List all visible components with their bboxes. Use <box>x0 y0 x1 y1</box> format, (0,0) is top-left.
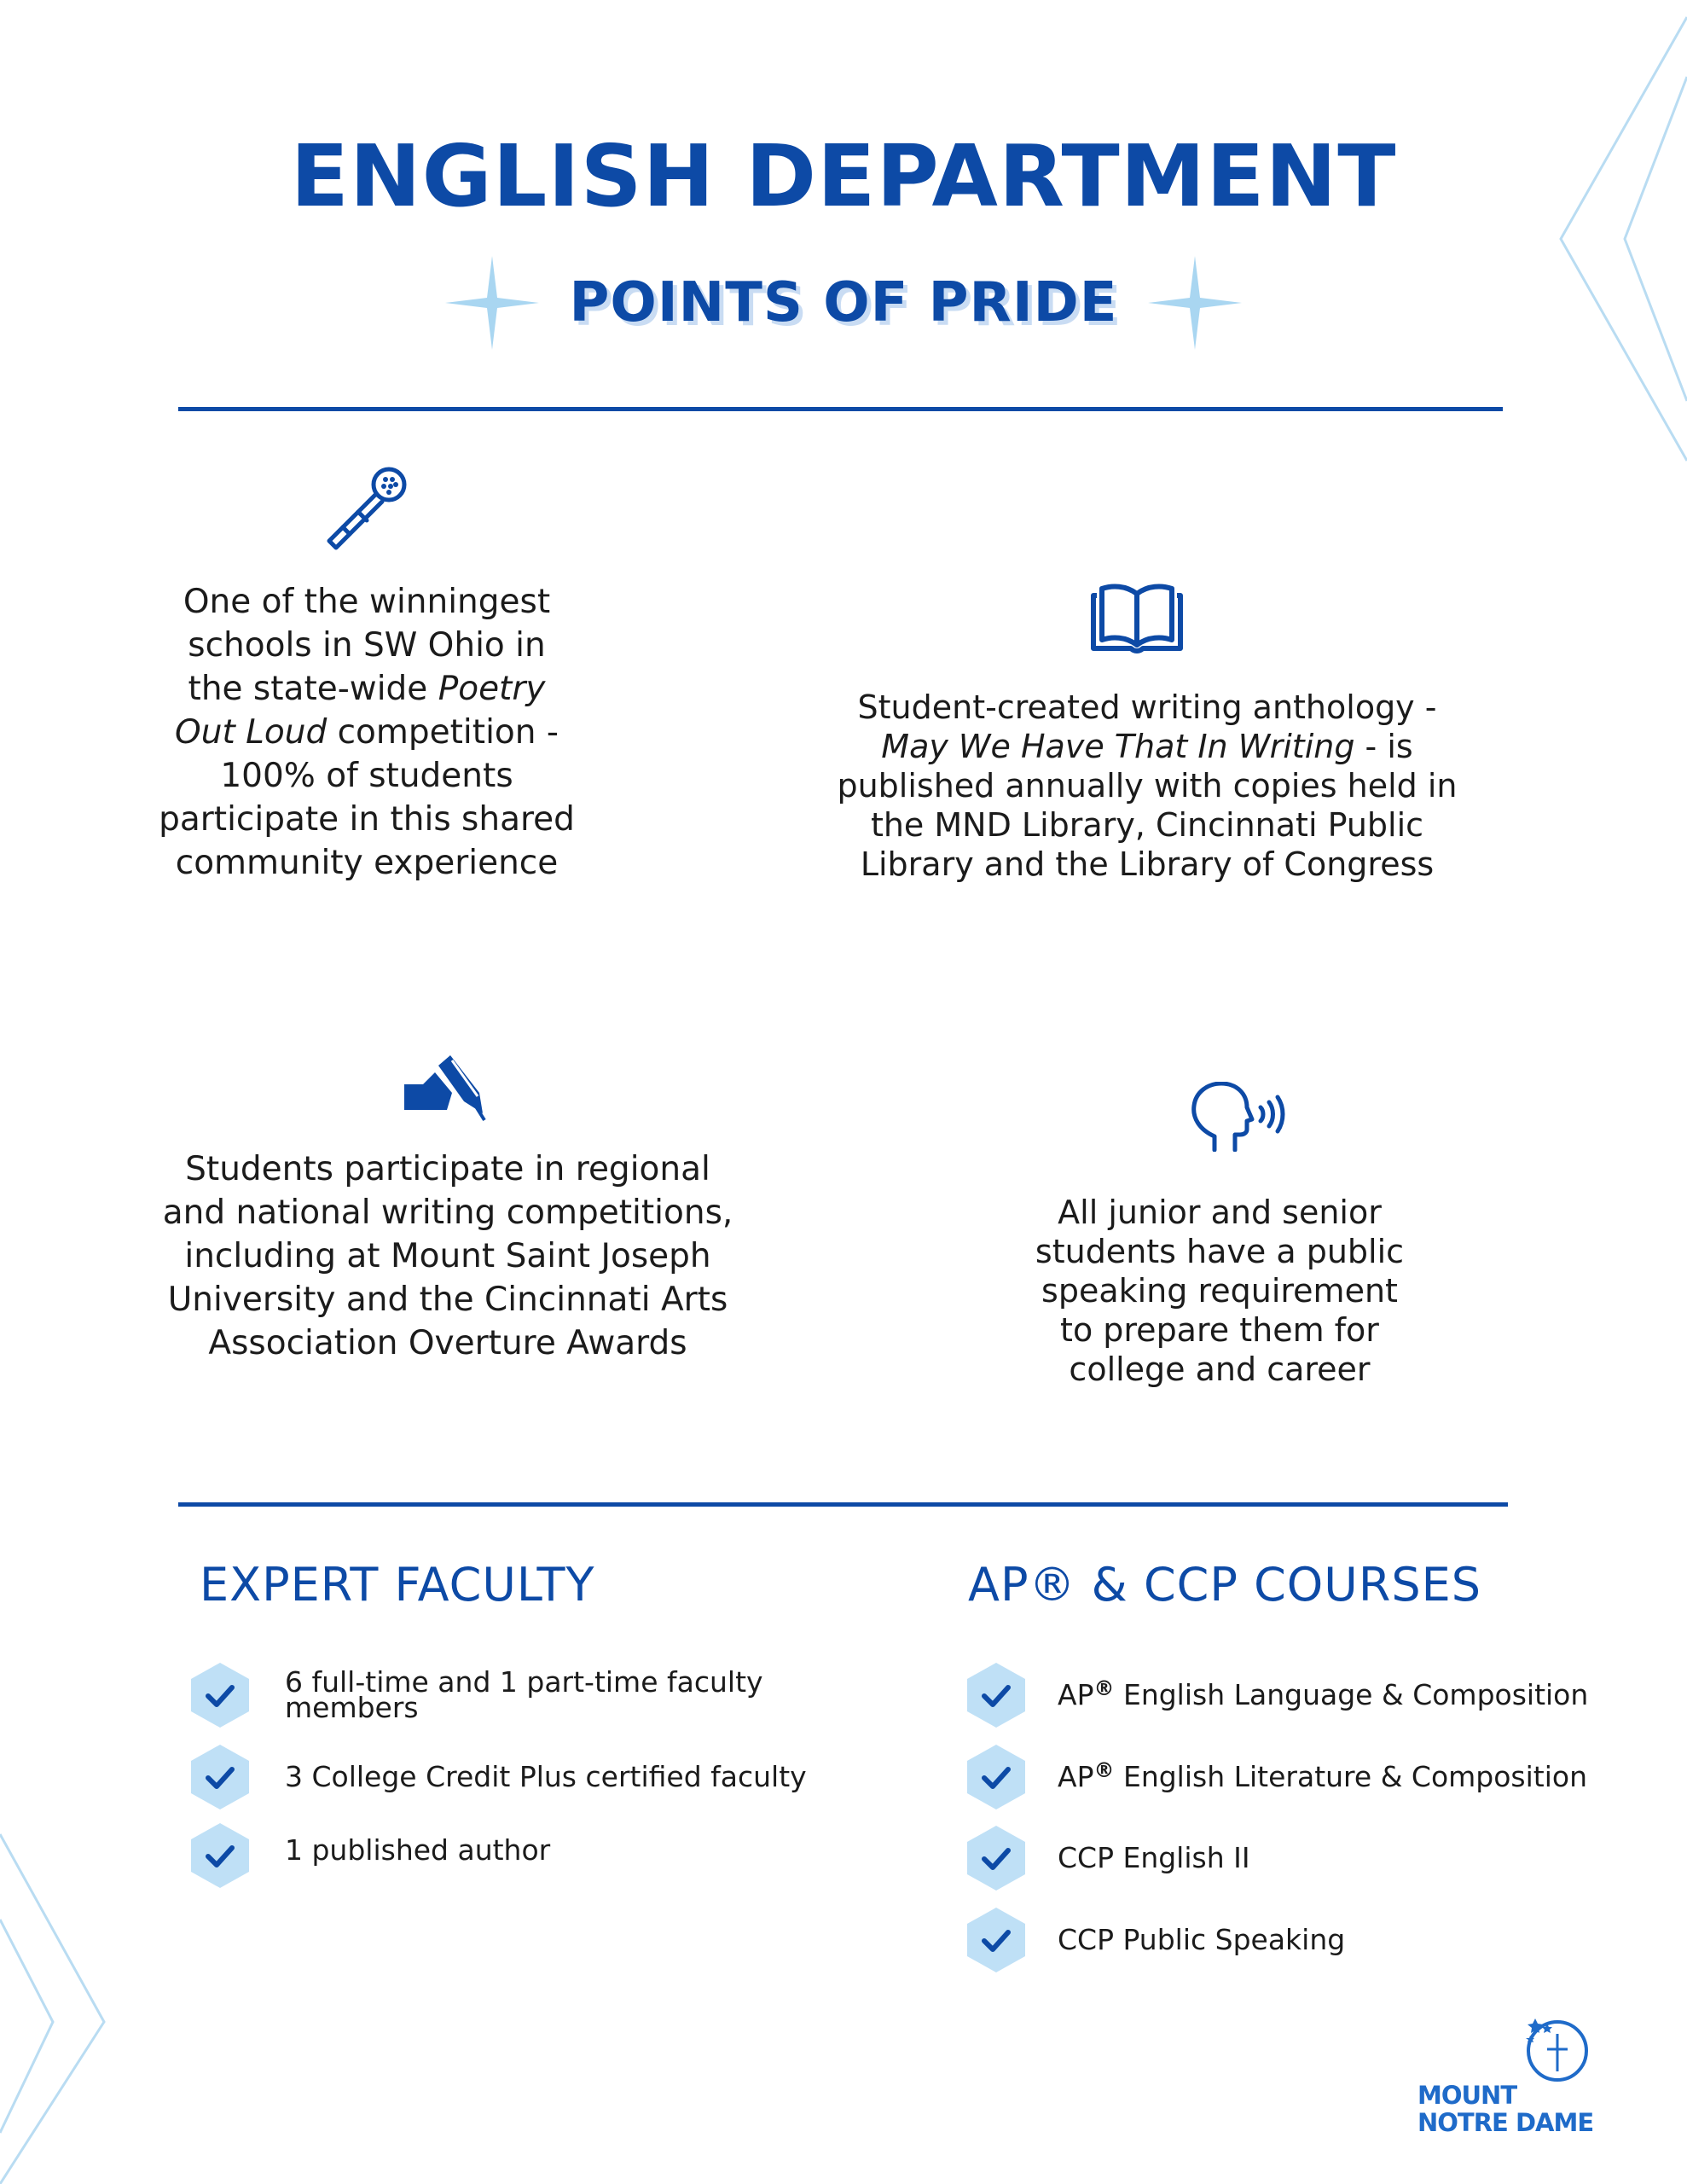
course-item <box>965 1824 1250 1892</box>
sparkle-icon <box>445 256 539 350</box>
check-icon <box>189 1821 251 1890</box>
speaking-head-icon <box>1187 1082 1293 1152</box>
text-line: the MND Library, Cincinnati Public <box>870 806 1424 844</box>
text-line: speaking requirement <box>1041 1272 1398 1310</box>
text-line <box>802 727 1493 766</box>
text-line: University and the Cincinnati Arts <box>167 1281 728 1319</box>
middle-divider <box>178 1502 1508 1507</box>
text-fragment: AP <box>1058 1760 1094 1793</box>
faculty-item <box>189 1661 763 1729</box>
text-line: members <box>285 1691 419 1724</box>
anthology-text <box>802 688 1493 884</box>
text-line <box>85 667 648 711</box>
text-fragment: the state-wide <box>188 670 438 708</box>
sparkle-icon <box>1148 256 1242 350</box>
text-italic: May We Have That In Writing <box>881 728 1355 765</box>
text-line: 100% of students <box>220 757 513 795</box>
course-item-text: CCP Public Speaking <box>1058 1923 1346 1956</box>
text-line: including at Mount Saint Joseph <box>184 1237 711 1275</box>
faculty-item <box>189 1743 807 1811</box>
check-icon <box>965 1743 1027 1811</box>
text-line: published annually with copies held in <box>837 767 1458 804</box>
logo-line: MOUNT <box>1417 2081 1517 2110</box>
faculty-item-text <box>285 1665 763 1724</box>
course-item <box>965 1661 1588 1729</box>
text-fragment: English Language & Composition <box>1114 1678 1589 1711</box>
writing-competitions-text <box>128 1147 768 1365</box>
subtitle-row <box>0 256 1687 350</box>
faculty-item-text: 3 College Credit Plus certified faculty <box>285 1760 807 1793</box>
check-icon <box>965 1906 1027 1974</box>
text-line: and national writing competitions, <box>162 1194 733 1232</box>
logo-line: NOTRE DAME <box>1417 2108 1594 2137</box>
course-item <box>965 1743 1587 1811</box>
public-speaking-text <box>972 1193 1467 1389</box>
text-line: All junior and senior <box>1058 1194 1382 1231</box>
microphone-icon <box>317 461 413 556</box>
text-line <box>85 711 648 754</box>
text-italic: Out Loud <box>175 713 328 752</box>
text-italic: Poetry <box>438 670 546 708</box>
text-line: Library and the Library of Congress <box>860 845 1435 883</box>
text-line: community experience <box>175 844 559 882</box>
course-item <box>965 1906 1345 1974</box>
text-fragment: - is <box>1354 728 1413 765</box>
page-subtitle: POINTS OF PRIDE <box>569 271 1118 334</box>
course-item-text <box>1058 1758 1588 1793</box>
faculty-item-text: 1 published author <box>285 1833 551 1867</box>
expert-faculty-heading: EXPERT FACULTY <box>200 1558 595 1612</box>
text-line: college and career <box>1069 1350 1371 1388</box>
check-icon <box>965 1824 1027 1892</box>
course-item-text: CCP English II <box>1058 1841 1250 1874</box>
text-line: Association Overture Awards <box>208 1324 687 1362</box>
check-icon <box>965 1661 1027 1729</box>
text-line: Students participate in regional <box>185 1150 710 1188</box>
writing-hand-icon <box>404 1054 490 1124</box>
text-line: schools in SW Ohio in <box>188 626 546 665</box>
check-icon <box>189 1661 251 1729</box>
course-item-text <box>1058 1676 1589 1711</box>
book-icon <box>1090 580 1184 653</box>
registered-mark: ® <box>1093 1676 1115 1700</box>
text-line: 6 full-time and 1 part-time faculty <box>285 1665 763 1699</box>
text-line: Student-created writing anthology - <box>857 688 1437 726</box>
top-divider <box>178 407 1503 411</box>
text-line: to prepare them for <box>1060 1311 1379 1349</box>
ap-ccp-courses-heading: AP® & CCP COURSES <box>968 1558 1482 1612</box>
text-line: One of the winningest <box>183 583 551 621</box>
text-fragment: competition - <box>327 713 559 752</box>
text-line: participate in this shared <box>159 800 575 839</box>
school-logo-text <box>1417 2082 1593 2136</box>
poetry-out-loud-text <box>85 580 648 885</box>
faculty-item <box>189 1821 550 1890</box>
text-fragment: AP <box>1058 1678 1094 1711</box>
check-icon <box>189 1743 251 1811</box>
school-crest-icon <box>1523 2012 1591 2085</box>
text-line: students have a public <box>1035 1233 1405 1270</box>
page-title: ENGLISH DEPARTMENT <box>290 126 1397 226</box>
registered-mark: ® <box>1093 1758 1115 1782</box>
text-fragment: English Literature & Composition <box>1114 1760 1588 1793</box>
